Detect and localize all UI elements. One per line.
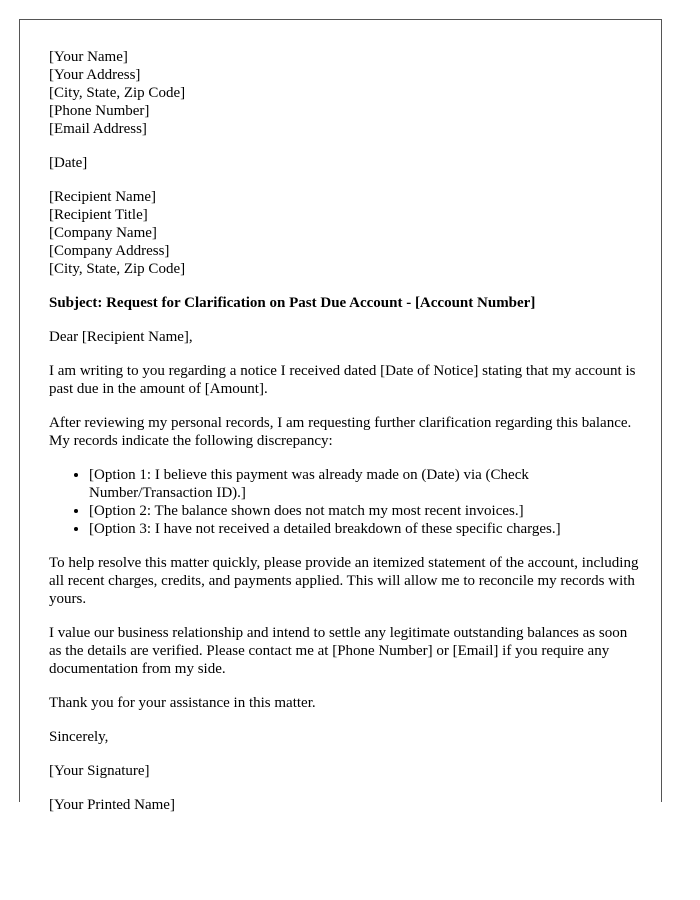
subject-line: Subject: Request for Clarification on Past Due Account - [Account Number] — [49, 295, 536, 311]
date-block — [49, 154, 639, 172]
recipient-title: [Recipient Title] — [49, 207, 148, 223]
sender-block — [49, 48, 639, 138]
recipient-company-address: [Company Address] — [49, 243, 170, 259]
sender-city-state-zip: [City, State, Zip Code] — [49, 85, 186, 101]
option-item-2: • [Option 2: The balance shown does not match my most recent invoices.] — [89, 502, 639, 520]
salutation: Dear [Recipient Name], — [49, 329, 193, 345]
paragraph-discrepancy: After reviewing my personal records, I am requesting further clarification regarding this balance. My records indicate the following discrepancy: — [49, 415, 632, 449]
sender-address: [Your Address] — [49, 67, 141, 83]
letter-date: [Date] — [49, 155, 88, 171]
sender-name: [Your Name] — [49, 49, 128, 65]
recipient-city-state-zip: [City, State, Zip Code] — [49, 261, 186, 277]
option-item-1: • [Option 1: I believe this payment was already made on (Date) via (Check Number/Transaction ID).] — [89, 466, 639, 502]
paragraph-relationship: I value our business relationship and intend to settle any legitimate outstanding balances as soon as the details are verified. Please contact me at [Phone Number] or [Email] if you require any documentation from my side. — [49, 625, 628, 677]
option-item-3: • [Option 3: I have not received a detailed breakdown of these specific charges.] — [89, 520, 639, 538]
recipient-company: [Company Name] — [49, 225, 157, 241]
options-list — [49, 466, 639, 538]
sender-email: [Email Address] — [49, 121, 147, 137]
paragraph-thanks: Thank you for your assistance in this matter. — [49, 695, 316, 711]
paragraph-request: To help resolve this matter quickly, please provide an itemized statement of the account, including all recent charges, credits, and payments applied. This will allow me to reconcile my records with yours. — [49, 555, 639, 607]
paragraph-notice: I am writing to you regarding a notice I received dated [Date of Notice] stating that my account is past due in the amount of [Amount]. — [49, 363, 636, 397]
printed-name: [Your Printed Name] — [49, 797, 175, 813]
letter-content — [49, 48, 639, 830]
signature: [Your Signature] — [49, 763, 150, 779]
recipient-name: [Recipient Name] — [49, 189, 157, 205]
letter-page — [19, 19, 662, 813]
sender-phone: [Phone Number] — [49, 103, 150, 119]
recipient-block — [49, 188, 639, 278]
closing: Sincerely, — [49, 729, 109, 745]
